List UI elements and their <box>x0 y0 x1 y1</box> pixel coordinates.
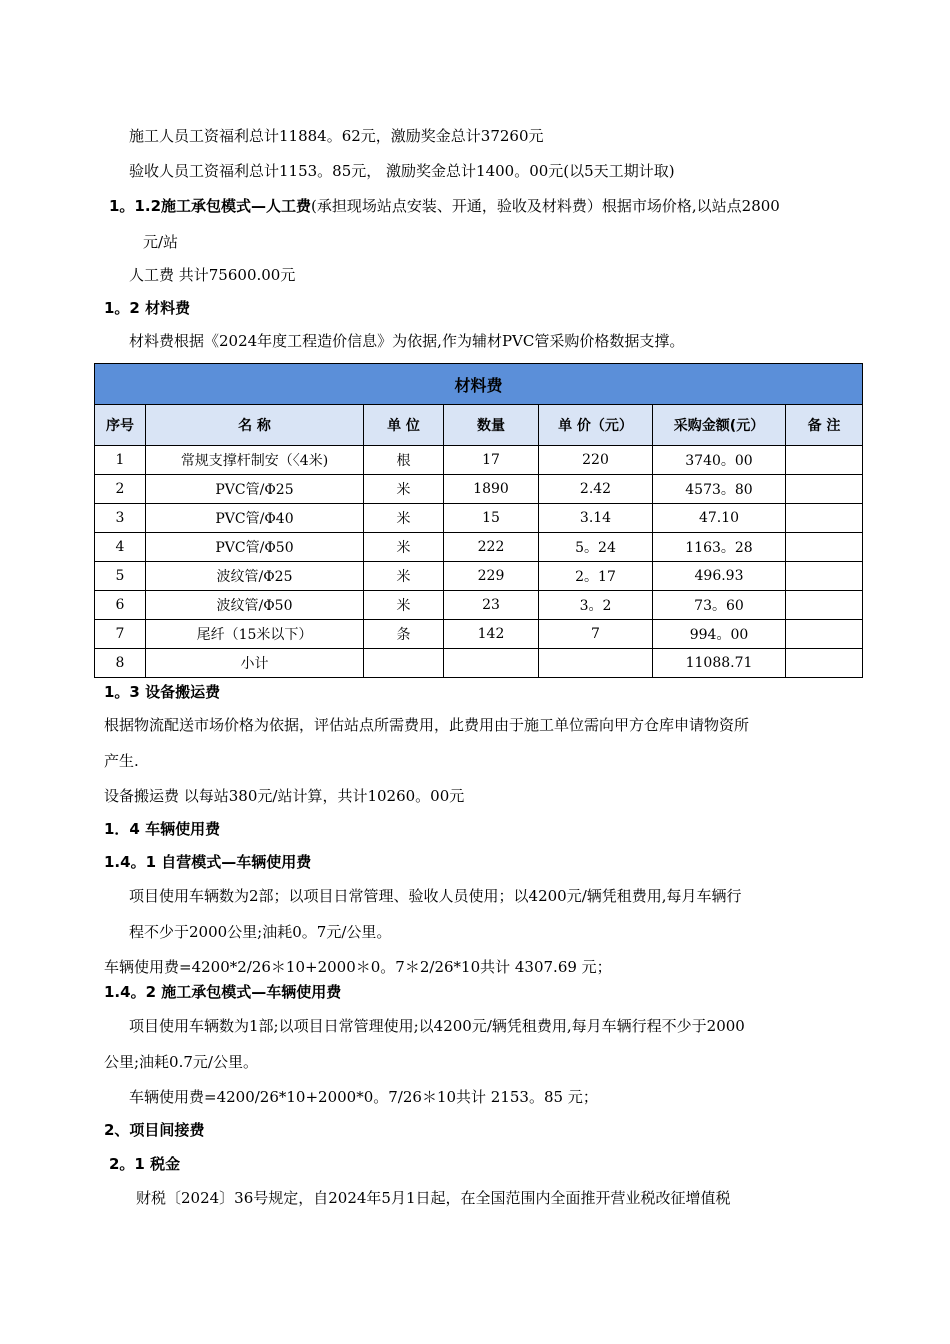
table-cell: 2.42 <box>539 475 653 504</box>
section-body: (承担现场站点安装、开通，验收及材料费）根据市场价格,以站点2800 <box>311 197 780 215</box>
table-body <box>95 446 863 678</box>
table-header-cell: 名 称 <box>146 405 364 446</box>
table-title: 材料费 <box>95 364 863 405</box>
table-cell: 6 <box>95 591 146 620</box>
table-cell <box>539 649 653 678</box>
table-cell: 142 <box>444 620 539 649</box>
body-text: 施工人员工资福利总计11884。62元，激励奖金总计37260元 <box>129 127 544 145</box>
section-heading-1-4-1: 1.4。1 自营模式—车辆使用费 <box>104 853 312 871</box>
table-cell: 496.93 <box>653 562 786 591</box>
table-cell: 3。2 <box>539 591 653 620</box>
table-cell: 米 <box>364 591 444 620</box>
table-cell: 11088.71 <box>653 649 786 678</box>
section-number: 1。1.2 <box>109 197 162 215</box>
table-cell: 米 <box>364 533 444 562</box>
table-cell: 小计 <box>146 649 364 678</box>
table-cell: 229 <box>444 562 539 591</box>
table-row <box>95 475 863 504</box>
table-cell <box>786 533 863 562</box>
table-cell: 3.14 <box>539 504 653 533</box>
table-row <box>95 504 863 533</box>
section-heading-2: 2、项目间接费 <box>104 1121 205 1139</box>
table-cell: 7 <box>539 620 653 649</box>
body-text: 程不少于2000公里;油耗0。7元/公里。 <box>129 923 392 941</box>
table-cell: 23 <box>444 591 539 620</box>
table-header-cell: 序号 <box>95 405 146 446</box>
table-cell: PVC管/Φ25 <box>146 475 364 504</box>
table-row <box>95 533 863 562</box>
table-cell: 5 <box>95 562 146 591</box>
table-header-cell: 采购金额(元） <box>653 405 786 446</box>
table-header-row <box>95 405 863 446</box>
body-text: 项目使用车辆数为2部；以项目日常管理、验收人员使用；以4200元/辆凭租费用,每月车辆行 <box>129 887 742 905</box>
table-cell: 米 <box>364 504 444 533</box>
table-cell: 3 <box>95 504 146 533</box>
table-cell <box>786 475 863 504</box>
table-header-cell: 备 注 <box>786 405 863 446</box>
table-cell: 222 <box>444 533 539 562</box>
table-cell: 17 <box>444 446 539 475</box>
table-cell: 220 <box>539 446 653 475</box>
section-title: 施工承包模式—人工费 <box>161 197 312 215</box>
table-cell <box>364 649 444 678</box>
section-heading-1-3: 1。3 设备搬运费 <box>104 683 221 701</box>
table-cell: 常规支撑杆制安（〈4米) <box>146 446 364 475</box>
table-header-cell: 单 位 <box>364 405 444 446</box>
section-heading-1-2: 1。2 材料费 <box>104 299 191 317</box>
body-text: 产生. <box>104 752 139 770</box>
table-row <box>95 620 863 649</box>
table-cell: 994。00 <box>653 620 786 649</box>
table-cell <box>786 591 863 620</box>
body-text: 元/站 <box>143 233 179 251</box>
body-text: 财税〔2024〕36号规定，自2024年5月1日起，在全国范围内全面推开营业税改征增值税 <box>136 1189 731 1207</box>
table-cell: 米 <box>364 562 444 591</box>
body-text: 人工费 共计75600.00元 <box>129 266 296 284</box>
body-text: 公里;油耗0.7元/公里。 <box>104 1053 258 1071</box>
table-cell: 根 <box>364 446 444 475</box>
table-cell: 1890 <box>444 475 539 504</box>
table-cell: 47.10 <box>653 504 786 533</box>
table-row <box>95 649 863 678</box>
table-cell: 73。60 <box>653 591 786 620</box>
table-cell: 波纹管/Φ50 <box>146 591 364 620</box>
table-row <box>95 591 863 620</box>
table-cell <box>786 504 863 533</box>
body-text: 材料费根据《2024年度工程造价信息》为依据,作为辅材PVC管采购价格数据支撑。 <box>129 332 685 350</box>
body-text: 验收人员工资福利总计1153。85元， 激励奖金总计1400。00元(以5天工期计取) <box>129 162 675 180</box>
table-cell: 波纹管/Φ25 <box>146 562 364 591</box>
table-row <box>95 446 863 475</box>
table-cell: PVC管/Φ50 <box>146 533 364 562</box>
table-cell: 1 <box>95 446 146 475</box>
table-cell <box>786 446 863 475</box>
body-text: 项目使用车辆数为1部;以项目日常管理使用;以4200元/辆凭租费用,每月车辆行程不少于2000 <box>129 1017 745 1035</box>
table-header-cell: 单 价（元） <box>539 405 653 446</box>
body-text: 设备搬运费 以每站380元/站计算，共计10260。00元 <box>104 787 465 805</box>
section-heading-1-1-2 <box>109 196 780 216</box>
table-cell: 2 <box>95 475 146 504</box>
section-heading-2-1: 2。1 税金 <box>109 1155 181 1173</box>
table-cell: 4573。80 <box>653 475 786 504</box>
table-cell: PVC管/Φ40 <box>146 504 364 533</box>
table-cell: 7 <box>95 620 146 649</box>
table-header-cell: 数量 <box>444 405 539 446</box>
table-cell: 2。17 <box>539 562 653 591</box>
material-cost-table <box>94 363 863 678</box>
table-cell: 条 <box>364 620 444 649</box>
table-cell: 1163。28 <box>653 533 786 562</box>
table-cell: 4 <box>95 533 146 562</box>
table-cell: 3740。00 <box>653 446 786 475</box>
table-cell <box>444 649 539 678</box>
table-cell: 8 <box>95 649 146 678</box>
section-heading-1-4: 1．4 车辆使用费 <box>104 820 221 838</box>
table-cell <box>786 620 863 649</box>
table-cell: 5。24 <box>539 533 653 562</box>
body-text: 车辆使用费=4200*2/26＊10+2000＊0。7＊2/26*10共计 4307.69 元； <box>104 958 612 976</box>
section-heading-1-4-2: 1.4。2 施工承包模式—车辆使用费 <box>104 983 342 1001</box>
table-cell: 尾纤（15米以下） <box>146 620 364 649</box>
table-cell: 15 <box>444 504 539 533</box>
table-row <box>95 562 863 591</box>
table-cell: 米 <box>364 475 444 504</box>
body-text: 车辆使用费=4200/26*10+2000*0。7/26＊10共计 2153。85 元； <box>129 1088 598 1106</box>
body-text: 根据物流配送市场价格为依据，评估站点所需费用，此费用由于施工单位需向甲方仓库申请物资所 <box>104 716 750 734</box>
table-cell <box>786 649 863 678</box>
table-cell <box>786 562 863 591</box>
